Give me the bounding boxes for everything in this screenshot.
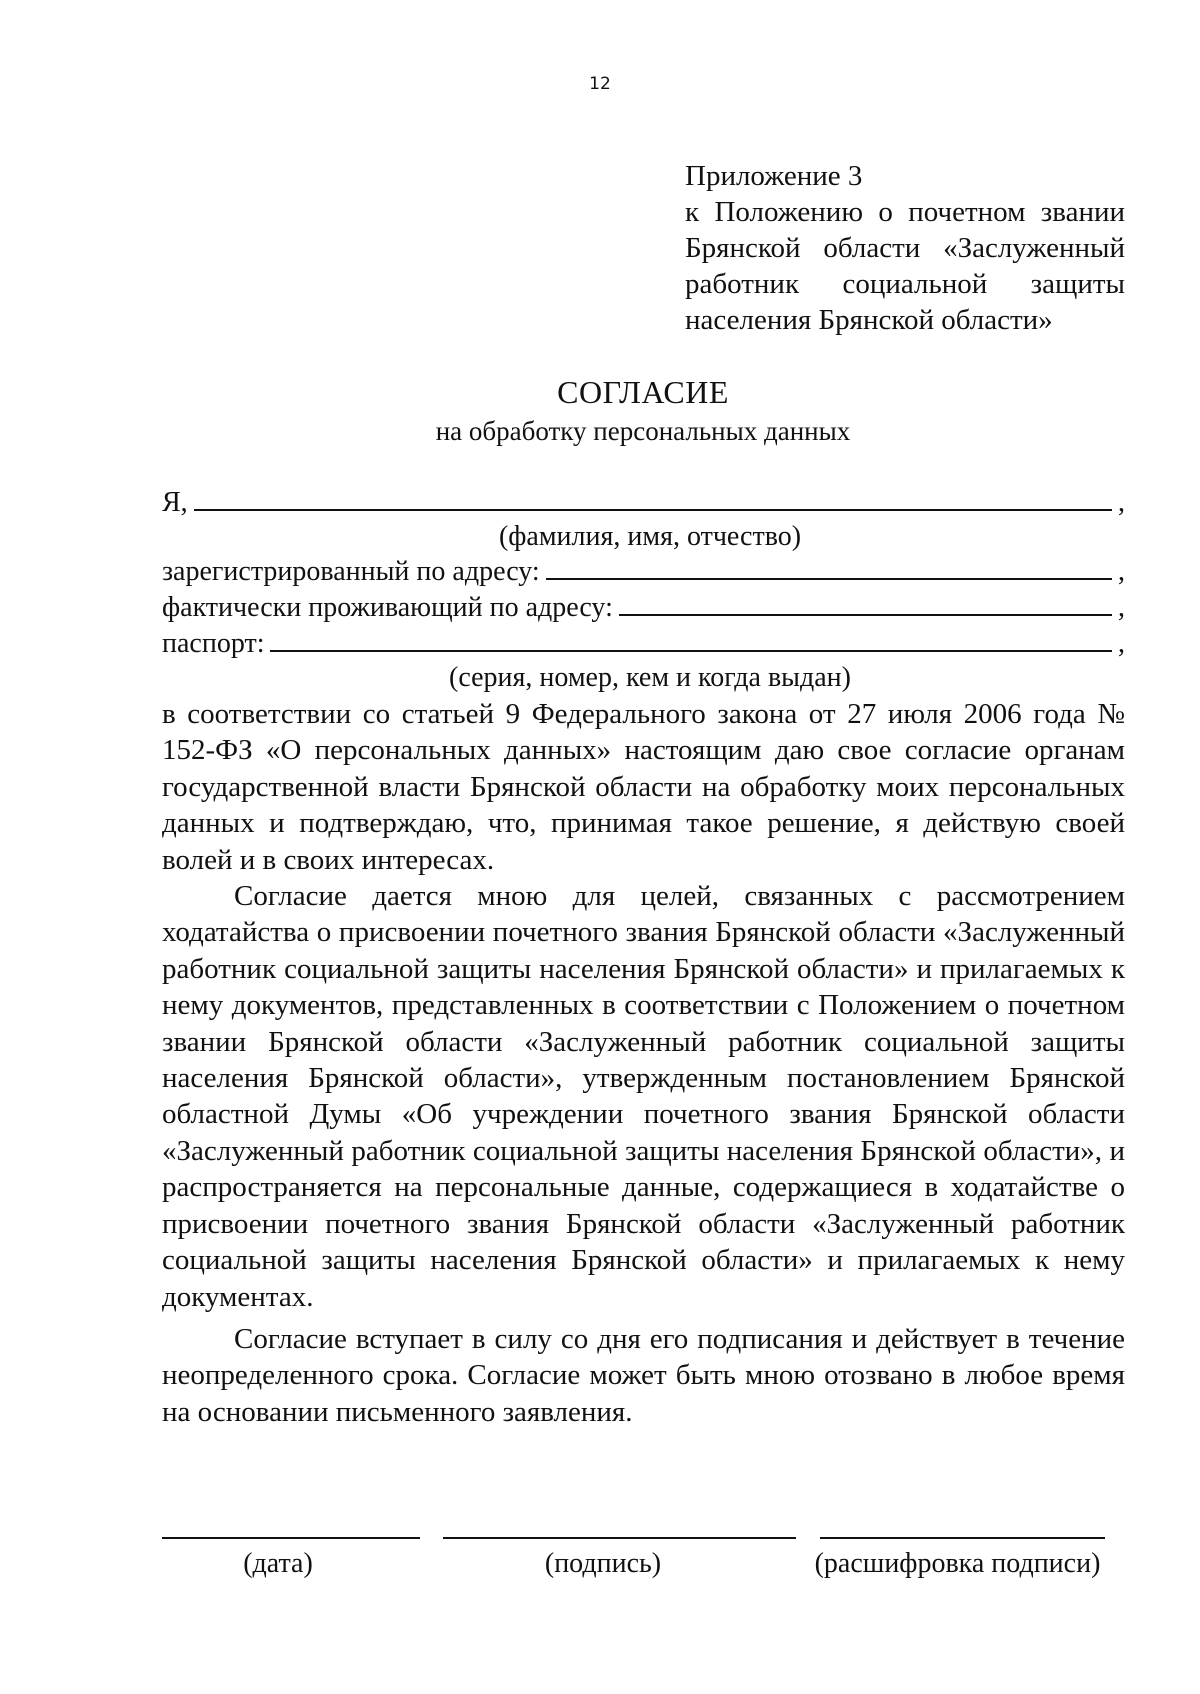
registered-address-label: зарегистрированный по адресу: (162, 556, 540, 587)
passport-label: паспорт: (162, 628, 265, 659)
document-subtitle: на обработку персональных данных (435, 416, 851, 446)
page-number: 12 (589, 74, 611, 94)
consent-paragraph-2: Согласие дается мною для целей, связанных с рассмотрением ходатайства о присвоении почетного звания Брянской области «Заслуженный работник социальной защиты населения Брянской области» и прилагаемых к нему документов, представленных в соответствии с Положением о почетном звании Брянской области «Заслуженный работник социальной защиты населения Брянской области», утвержденным постановлением Брянской областной Думы «Об учреждении почетного звания Брянской области «Заслуженный работник социальной защиты населения Брянской области», и распространяется на персональные данные, содержащиеся в ходатайстве о присвоении почетного звания Брянской области «Заслуженный работник социальной защиты населения Брянской области» и прилагаемых к нему документах. (162, 880, 1125, 1313)
name-hint: (фамилия, имя, отчество) (498, 521, 802, 552)
passport-hint: (серия, номер, кем и когда выдан) (449, 662, 851, 693)
signature-label: (подпись) (544, 1548, 662, 1579)
signature-decoding-label: (расшифровка подписи) (814, 1548, 1101, 1579)
date-label: (дата) (243, 1548, 313, 1579)
actual-address-label: фактически проживающий по адресу: (162, 592, 613, 623)
date-line[interactable] (162, 1537, 420, 1539)
name-field-row (162, 483, 1125, 519)
appendix-line: к Положению о почетном звании (685, 196, 1125, 228)
registered-address-row (162, 552, 1125, 588)
appendix-line: населения Брянской области» (685, 304, 1053, 336)
consent-body (162, 696, 1125, 1430)
appendix-block (685, 158, 1125, 338)
actual-address-row (162, 588, 1125, 624)
signature-line[interactable] (443, 1537, 796, 1539)
actual-address-blank-line[interactable] (619, 613, 1112, 616)
consent-paragraph-3: Согласие вступает в силу со дня его подписания и действует в течение неопределенного срока. Согласие может быть мною отозвано в любое время на основании письменного заявления. (162, 1322, 1125, 1428)
actual-address-comma: , (1118, 592, 1125, 623)
consent-paragraph-1: в соответствии со статьей 9 Федерального закона от 27 июля 2006 года № 152-ФЗ «О персональных данных» настоящим даю свое согласие органам государственной власти Брянской области на обработку моих персональных данных и подтверждаю, что, принимая такое решение, я действую своей волей и в своих интересах. (162, 698, 1125, 876)
registered-address-comma: , (1118, 556, 1125, 587)
registered-address-blank-line[interactable] (546, 577, 1112, 580)
appendix-line: Приложение 3 (685, 160, 863, 192)
passport-row (162, 624, 1125, 660)
name-blank-line[interactable] (194, 508, 1112, 511)
name-prefix: Я, (162, 487, 188, 518)
signature-decoding-line[interactable] (820, 1537, 1105, 1539)
appendix-line: Брянской области «Заслуженный (685, 232, 1125, 264)
name-comma: , (1118, 487, 1125, 518)
document-title: СОГЛАСИЕ (557, 374, 729, 410)
passport-comma: , (1118, 628, 1125, 659)
passport-blank-line[interactable] (270, 649, 1112, 652)
appendix-line: работник социальной защиты (685, 268, 1125, 300)
